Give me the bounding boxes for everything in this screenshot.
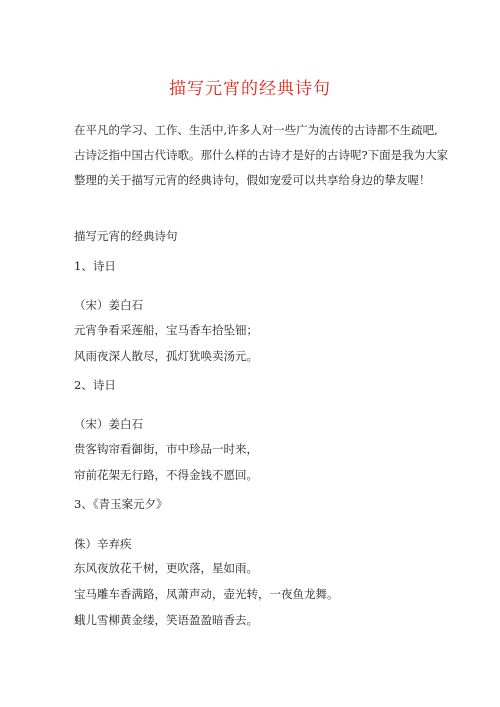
poem-2-line-1: 贵客钩帘看御街，市中珍品一时来， [74,442,258,456]
document-title: 描写元宵的经典诗句 [169,79,331,99]
intro-line: 古诗泛指中国古代诗歌。那什么样的古诗才是好的古诗呢?下面是我为大家 [74,148,449,162]
poem-2-author: （宋）姜白石 [74,417,143,431]
poem-2-line-2: 帘前花架无行路，不得金钱不愿回。 [74,468,258,482]
poem-3-line-2: 宝马雕车香满路，凤萧声动，壶光转，一夜鱼龙舞。 [74,587,339,601]
section-heading: 描写元宵的经典诗句 [74,229,178,243]
intro-line: 整理的关于描写元宵的经典诗句，假如宠爱可以共享给身边的挚友喔！ [74,173,431,187]
intro-line: 在平凡的学习、工作、生活中,许多人对一些广为流传的古诗都不生疏吧, [74,123,438,137]
poem-3-author: 侏）辛弃疾 [74,537,132,551]
poem-3-line-3: 蛾儿雪柳黄金缕，笑语盈盈暗香去。 [74,613,258,627]
intro-paragraph [74,118,449,193]
poem-1-author: （宋）姜白石 [74,298,143,312]
poem-3-line-1: 东风夜放花千树，更吹落，星如雨。 [74,561,258,575]
poem-1-heading: 1、诗日 [74,259,116,273]
poem-1-line-2: 风雨夜深人散尽，孤灯犹唤卖汤元。 [74,349,258,363]
poem-3-heading: 3、《青玉案元夕》 [74,497,168,511]
poem-1-line-1: 元宵争看采莲船，宝马香车拾坠钿； [74,323,258,337]
poem-2-heading: 2、诗日 [74,378,116,392]
